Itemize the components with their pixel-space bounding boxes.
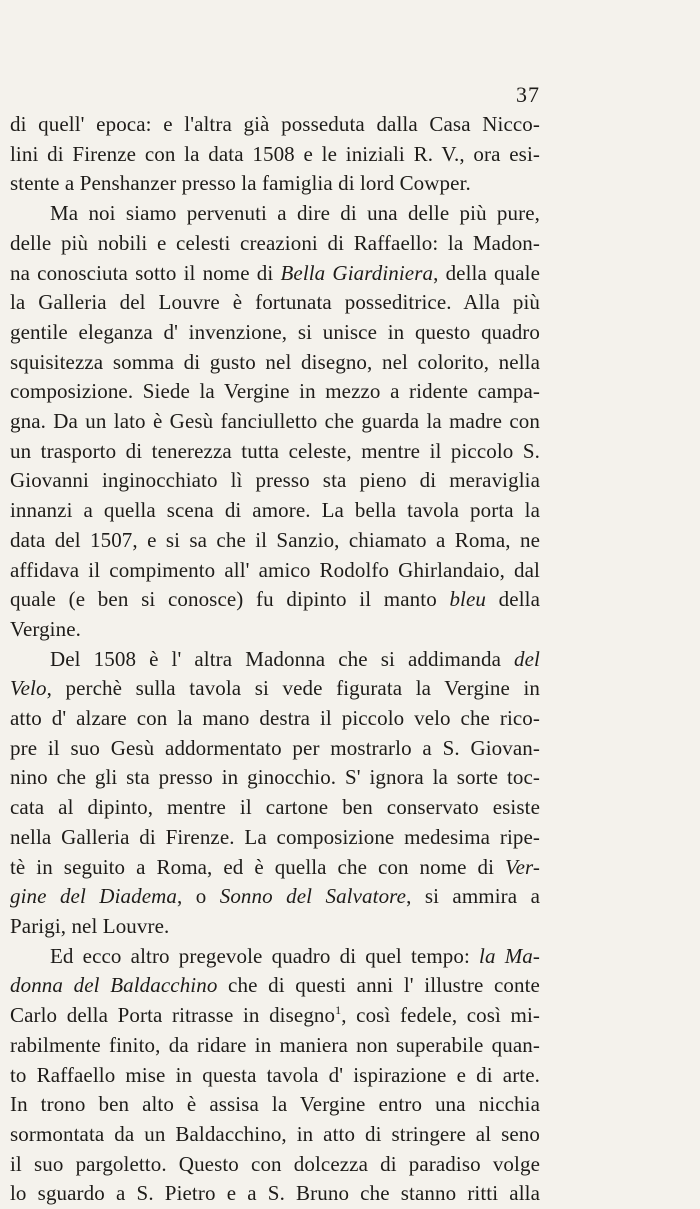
- italic-text: Bella Giardiniera: [280, 260, 434, 285]
- text-span: rabilmente finito, da ridare in maniera non superabile quan-: [10, 1032, 540, 1057]
- text-line: [10, 229, 540, 259]
- text-span: quale (e ben si conosce) fu dipinto il manto: [10, 587, 450, 612]
- text-line: [10, 110, 540, 140]
- text-line: [10, 407, 540, 437]
- text-line: [10, 526, 540, 556]
- text-span: Vergine.: [10, 616, 81, 641]
- text-span: stente a Penshanzer presso la famiglia di lord Cowper.: [10, 171, 471, 196]
- text-line: [10, 288, 540, 318]
- text-span: , perchè sulla tavola si vede figurata la Vergine in: [46, 676, 540, 701]
- text-line: [10, 912, 540, 942]
- text-span: data del 1507, e si sa che il Sanzio, chiamato a Roma, ne: [10, 527, 540, 552]
- text-span: gna. Da un lato è Gesù fanciulletto che guarda la madre con: [10, 409, 540, 434]
- text-span: tè in seguito a Roma, ed è quella che con nome di: [10, 854, 506, 879]
- text-span: lini di Firenze con la data 1508 e le iniziali R. V., ora esi-: [10, 141, 540, 166]
- text-span: pre il suo Gesù addormentato per mostrarlo a S. Giovan-: [10, 735, 540, 760]
- text-span: gentile eleganza d' invenzione, si unisce in questo quadro: [10, 319, 540, 344]
- text-line: [10, 971, 540, 1001]
- text-span: composizione. Siede la Vergine in mezzo a ridente campa-: [10, 379, 540, 404]
- text-line: [10, 704, 540, 734]
- text-line: [10, 674, 540, 704]
- text-span: , si ammira a: [406, 884, 540, 909]
- text-line: [10, 556, 540, 586]
- text-span: nella Galleria di Firenze. La composizione medesima ripe-: [10, 824, 540, 849]
- text-line: [10, 793, 540, 823]
- text-span: squisitezza somma di gusto nel disegno, nel colorito, nella: [10, 349, 540, 374]
- text-line: [10, 1090, 540, 1120]
- text-line: [10, 615, 540, 645]
- footnote-marker: 1: [335, 1003, 342, 1018]
- italic-text: Velo: [10, 676, 47, 701]
- text-line: [10, 466, 540, 496]
- text-line: [10, 377, 540, 407]
- italic-text: la Ma-: [479, 943, 540, 968]
- text-span: Carlo della Porta ritrasse in disegno: [10, 1003, 336, 1028]
- text-span: un trasporto di tenerezza tutta celeste, mentre il piccolo S.: [10, 438, 540, 463]
- text-span: delle più nobili e celesti creazioni di Raffaello: la Madon-: [10, 230, 540, 255]
- text-span: la Galleria del Louvre è fortunata posseditrice. Alla più: [10, 290, 540, 315]
- text-span: na conosciuta sotto il nome di: [10, 260, 281, 285]
- text-span: della: [486, 587, 540, 612]
- text-line: [10, 496, 540, 526]
- text-line: [10, 140, 540, 170]
- text-span: , della quale: [433, 260, 541, 285]
- text-line: [10, 882, 540, 912]
- text-line: [10, 942, 540, 972]
- text-span: Ed ecco altro pregevole quadro di quel tempo:: [50, 943, 480, 968]
- italic-text: Sonno del Salvatore: [219, 884, 407, 909]
- text-line: [10, 1001, 540, 1031]
- text-span: Giovanni inginocchiato lì presso sta pieno di meraviglia: [10, 468, 540, 493]
- text-line: [10, 259, 540, 289]
- text-line: [10, 1179, 540, 1209]
- text-span: Del 1508 è l' altra Madonna che si addimanda: [50, 646, 515, 671]
- text-span: di quell' epoca: e l'altra già posseduta dalla Casa Nicco-: [10, 112, 540, 136]
- text-span: Ma noi siamo pervenuti a dire di una delle più pure,: [50, 201, 540, 226]
- text-line: [10, 585, 540, 615]
- text-line: [10, 169, 540, 199]
- text-span: affidava il compimento all' amico Rodolfo Ghirlandaio, dal: [10, 557, 540, 582]
- text-span: innanzi a quella scena di amore. La bella tavola porta la: [10, 498, 540, 523]
- text-line: [10, 734, 540, 764]
- italic-text: donna del Baldacchino: [10, 973, 218, 998]
- page-number: 37: [516, 82, 540, 107]
- text-line: [10, 1120, 540, 1150]
- text-span: cata al dipinto, mentre il cartone ben conservato esiste: [10, 795, 540, 820]
- italic-text: del: [514, 646, 540, 671]
- italic-text: bleu: [449, 587, 487, 612]
- text-span: , così fedele, così mi-: [341, 1003, 540, 1028]
- text-line: [10, 763, 540, 793]
- text-line: [10, 318, 540, 348]
- text-span: nino che gli sta presso in ginocchio. S' ignora la sorte toc-: [10, 765, 540, 790]
- text-line: [10, 199, 540, 229]
- text-line: [10, 645, 540, 675]
- text-span: il suo pargoletto. Questo con dolcezza di paradiso volge: [10, 1151, 540, 1176]
- text-line: [10, 1150, 540, 1180]
- text-line: [10, 437, 540, 467]
- text-span: sormontata da un Baldacchino, in atto di stringere al seno: [10, 1121, 540, 1146]
- italic-text: gine del Diadema: [10, 884, 177, 909]
- text-line: [10, 348, 540, 378]
- text-line: [10, 853, 540, 883]
- text-span: che di questi anni l' illustre conte: [217, 973, 540, 998]
- text-line: [10, 1031, 540, 1061]
- text-line: [10, 823, 540, 853]
- text-span: atto d' alzare con la mano destra il piccolo velo che rico-: [10, 706, 540, 731]
- text-span: lo sguardo a S. Pietro e a S. Bruno che stanno ritti alla: [10, 1181, 540, 1206]
- italic-text: Ver-: [505, 854, 540, 879]
- text-line: [10, 1061, 540, 1091]
- body-text: [10, 110, 540, 1209]
- text-span: , o: [176, 884, 220, 909]
- text-span: to Raffaello mise in questa tavola d' ispirazione e di arte.: [10, 1062, 540, 1087]
- text-span: In trono ben alto è assisa la Vergine entro una nicchia: [10, 1092, 540, 1117]
- text-span: Parigi, nel Louvre.: [10, 913, 170, 938]
